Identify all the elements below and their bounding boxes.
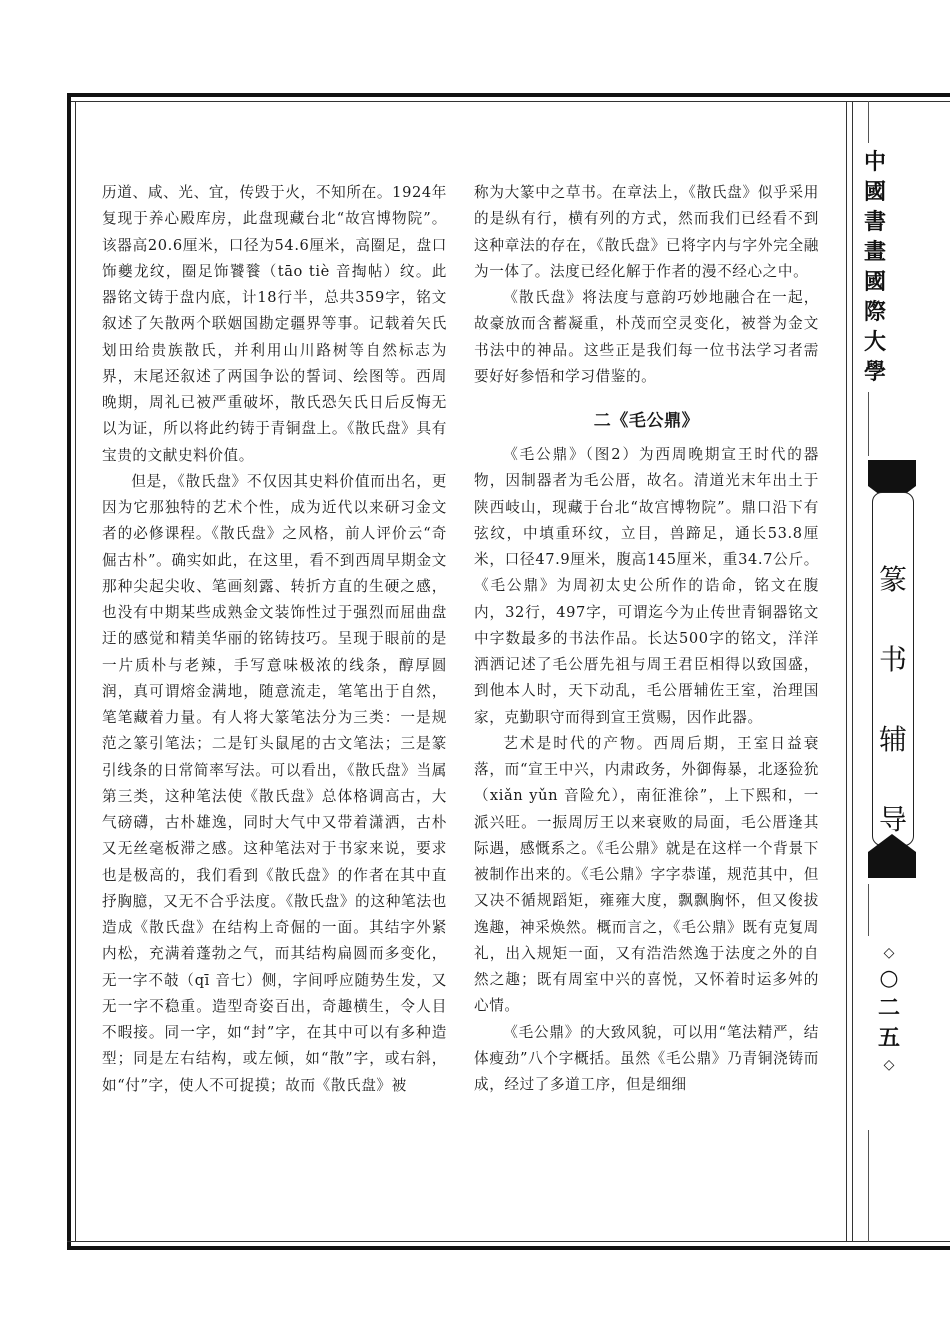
section-badge-top-cap: [868, 460, 916, 486]
side-rule-top: [868, 101, 869, 143]
side-rule-bottom: [868, 1130, 869, 1242]
left-text-column: [102, 180, 447, 1099]
page-number-char: 五: [877, 1026, 900, 1051]
section-char: 导: [878, 803, 907, 836]
title-char: 大: [863, 330, 886, 355]
paragraph: 《散氏盘》将法度与意韵巧妙地融合在一起，故豪放而含蓄凝重，朴茂而空灵变化，被誉为金文书法中的神品。这些正是我们每一位书法学习者需要好好参悟和学习借鉴的。: [474, 289, 819, 385]
title-char: 國: [863, 270, 886, 295]
section-char: 辅: [878, 723, 907, 756]
page-number-char: 二: [877, 996, 900, 1021]
side-panel-divider: [846, 101, 847, 1242]
section-heading: 二《毛公鼎》: [593, 411, 700, 431]
title-char: 畫: [863, 240, 886, 265]
frame-inner-left-rule: [75, 101, 76, 1242]
frame-bottom-rule: [67, 1246, 950, 1250]
title-char: 中: [863, 150, 886, 175]
frame-top-rule: [67, 93, 950, 97]
side-rule-mid: [868, 392, 869, 456]
paragraph: 《毛公鼎》（图2）为西周晚期宣王时代的器物，因制器者为毛公厝，故名。清道光末年出土于陕西岐山，现藏于台北“故宫博物院”。鼎口沿下有弦纹，中填重环纹，立目，兽蹄足，通长53.8厘米，口径47.9厘米，腹高145厘米，重34.7公斤。《毛公鼎》为周初太史公所作的诰命，铭文在腹内，32行，497字，可谓迄今为止传世青铜器铭文中字数最多的书法作品。长达500字的铭文，洋洋洒洒记述了毛公厝先祖与周王君臣相得以致国盛，到他本人时，天下动乱，毛公厝辅佐王室，治理国家，克勤职守而得到宣王赏赐，因作此器。: [474, 446, 819, 726]
title-char: 書: [863, 210, 886, 235]
page-number-char: ○: [879, 966, 899, 991]
title-char: 際: [863, 300, 886, 325]
paragraph: 但是，《散氏盘》不仅因其史料价值而出名，更因为它那独特的艺术个性，成为近代以来研习金文者的必修课程。《散氏盘》之风格，前人评价云“奇倔古朴”。确实如此，在这里，看不到西周早期金文那种尖起尖收、笔画刻露、转折方直的生硬之感，也没有中期某些成熟金文装饰性过于强烈而屈曲盘迂的感觉和精美华丽的铭铸技巧。呈现于眼前的是一片质朴与老辣，手写意味极浓的线条，醇厚圆润，真可谓熔金满地，随意流走，笔笔出于自然，笔笔藏着力量。有人将大篆笔法分为三类：一是规范之篆引笔法；二是钉头鼠尾的古文笔法；三是篆引线条的日常简率写法。可以看出，《散氏盘》当属第三类，这种笔法使《散氏盘》总体格调高古，大气磅礴，古朴雄逸，同时大气中又带着潇洒，古朴又无丝毫板滞之感。这种笔法对于书家来说，要求也是极高的，我们看到《散氏盘》的作者在其中直抒胸臆，又无不合乎法度。《散氏盘》的这种笔法也造成《散氏盘》在结构上奇倔的一面。其结字外紧内松，充满着蓬勃之气，而其结构扁圆而多变化，无一字不攲（qī 音七）侧，字间呼应随势生发，又无一字不稳重。造型奇姿百出，奇趣横生，令人目不暇接。同一字，如“封”字，在其中可以有多种造型；同是左右结构，或左倾，如“散”字，或右斜，如“付”字，使人不可捉摸；故而《散氏盘》被: [102, 472, 447, 1094]
right-text-column: [474, 180, 819, 1098]
frame-inner-bottom-rule: [67, 1241, 950, 1242]
frame-inner-top-rule: [67, 101, 950, 102]
section-char: 书: [878, 643, 907, 676]
paragraph: 历道、咸、光、宜，传毁于火，不知所在。1924年复现于养心殿库房，此盘现藏台北“故宫博物院”。该器高20.6厘米，口径为54.6厘米，高圈足，盘口饰夔龙纹，圈足饰饕餮（tāo tiè 音掏帖）纹。此器铭文铸于盘内底，计18行半，总共359字，铭文叙述了矢散两个联姻国勘定疆界等事。记载着矢氏划田给贵族散氏，并利用山川路树等自然标志为界，末尾还叙述了两国争讼的誓词、绘图等。西周晚期，周礼已被严重破坏，散氏恐矢氏日后反悔无以为证，所以将此约铸于青铜盘上。《散氏盘》具有宝贵的文献史料价值。: [102, 184, 447, 464]
side-rule-lower: [868, 884, 869, 936]
publisher-vertical-title: [858, 148, 892, 388]
diamond-icon: ◇: [883, 945, 895, 961]
side-panel-divider-inner: [852, 101, 853, 1242]
paragraph: 称为大篆中之草书。在章法上，《散氏盘》似乎采用的是纵有行，横有列的方式，然而我们已经看不到这种章法的存在，《散氏盘》已将字内与字外完全融为一体了。法度已经化解于作者的漫不经心之中。: [474, 184, 819, 280]
title-char: 學: [863, 360, 886, 385]
section-vertical-title: [872, 540, 914, 860]
frame-left-rule: [67, 93, 71, 1250]
page-number: [864, 942, 914, 1076]
paragraph: 艺术是时代的产物。西周后期，王室日益衰落，而“宣王中兴，内肃政务，外御侮暴，北逐猃狁（xiǎn yǔn 音险允），南征淮徐”，上下熙和，一派兴旺。一振周厉王以来衰败的局面，毛公厝逢其际遇，感慨系之。《毛公鼎》就是在这样一个背景下被制作出来的。《毛公鼎》字字恭谨，规范其中，但又决不循规蹈矩，雍雍大度，飘飘胸怀，但又俊拔逸趣，神采焕然。概而言之，《毛公鼎》既有克复周礼，出入规矩一面，又有浩浩然逸于法度之外的自然之趣；既有周室中兴的喜悦，又怀着时运多舛的心情。: [474, 734, 819, 1015]
paragraph: 《毛公鼎》的大致风貌，可以用“笔法精严，结体瘦劲”八个字概括。虽然《毛公鼎》乃青铜浇铸而成，经过了多道工序，但是细细: [474, 1023, 819, 1093]
diamond-icon: ◇: [883, 1057, 895, 1073]
title-char: 國: [863, 180, 886, 205]
section-char: 篆: [878, 563, 907, 596]
